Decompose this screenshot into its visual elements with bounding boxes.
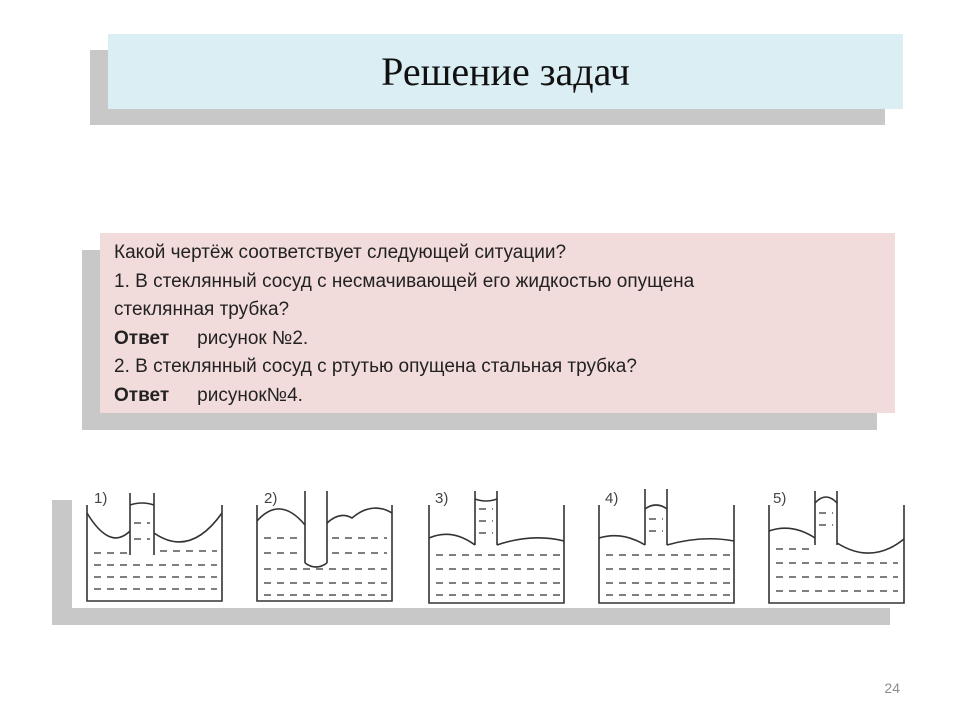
page-number: 24: [884, 680, 900, 696]
answer-1-label: Ответ: [114, 327, 170, 349]
figure-1-label: 1): [94, 490, 108, 507]
figure-2-label: 2): [264, 490, 278, 507]
figure-3-vessel: [429, 491, 564, 603]
answer-1-value: рисунок №2.: [197, 327, 309, 349]
title-box: [108, 34, 903, 109]
answer-2-label: Ответ: [114, 384, 170, 406]
question-1-line-1: 1. В стеклянный сосуд с несмачивающей его жидкостью опущена: [114, 270, 695, 292]
question-intro: Какой чертёж соответствует следующей ситуации?: [114, 242, 567, 263]
answer-2-value: рисунок№4.: [197, 384, 303, 406]
figure-3-label: 3): [435, 490, 449, 507]
question-2: 2. В стеклянный сосуд с ртутью опущена стальная трубка?: [114, 356, 637, 377]
slide-title: Решение задач: [381, 49, 630, 94]
figure-1-vessel: [87, 493, 222, 601]
figure-4-label: 4): [605, 490, 619, 507]
figure-5-vessel: [769, 491, 904, 603]
figure-4-vessel: [599, 489, 734, 603]
question-box: [100, 233, 895, 413]
question-1-line-2: стеклянная трубка?: [114, 299, 290, 320]
answer-2: [114, 382, 881, 411]
answer-1: [114, 325, 881, 354]
figure-5-label: 5): [773, 490, 787, 507]
capillary-figures: [72, 483, 910, 608]
figures-panel: [72, 483, 910, 608]
figure-2-vessel: [257, 491, 392, 601]
